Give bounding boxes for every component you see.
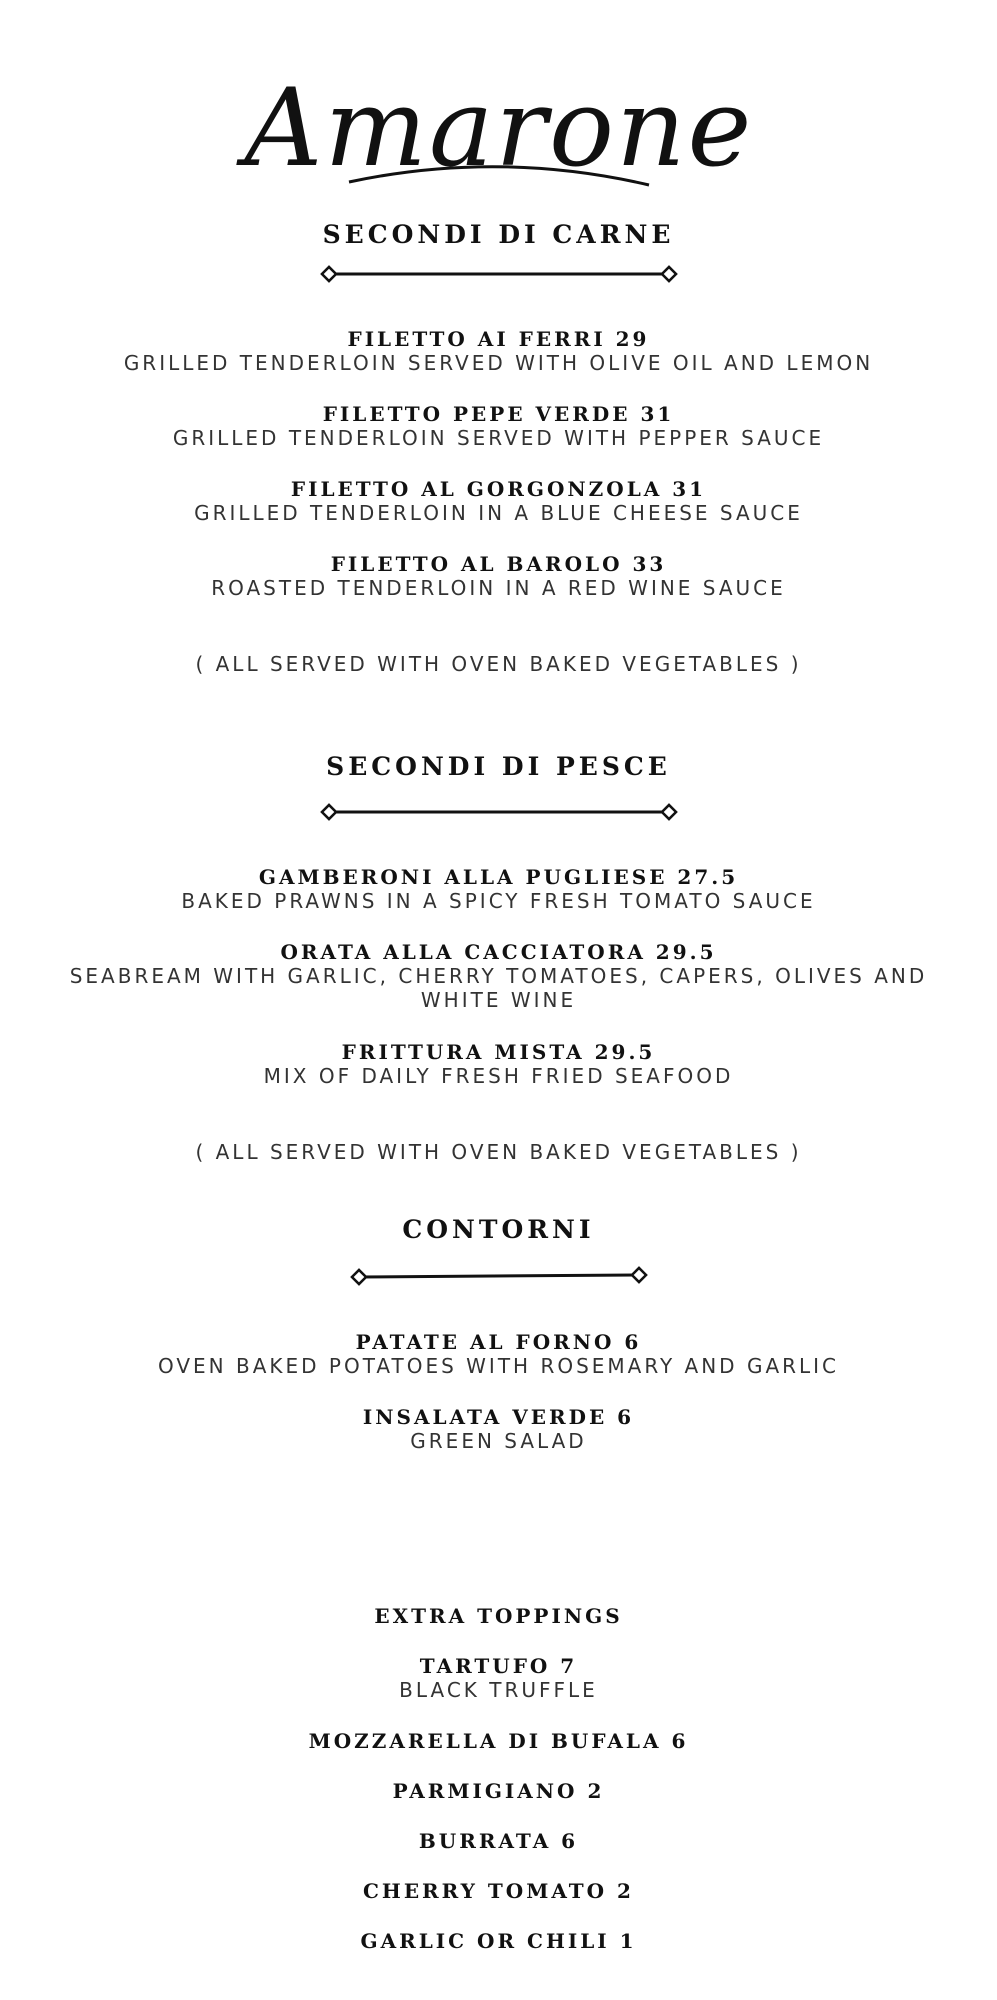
divider-pesce xyxy=(0,802,997,822)
logo xyxy=(0,60,997,200)
menu-item xyxy=(0,1405,997,1453)
extra-name: TARTUFO 7 xyxy=(419,1654,578,1678)
extra-item xyxy=(0,1654,997,1702)
item-name: GAMBERONI ALLA PUGLIESE 27.5 xyxy=(258,865,739,889)
item-name: PATATE AL FORNO 6 xyxy=(355,1330,642,1354)
extra-item: GARLIC OR CHILI 1 xyxy=(360,1929,637,1953)
item-description: SEABREAM WITH GARLIC, CHERRY TOMATOES, CAPERS, OLIVES AND xyxy=(69,964,928,988)
divider-carne xyxy=(0,264,997,284)
item-description: MIX OF DAILY FRESH FRIED SEAFOOD xyxy=(263,1064,734,1088)
menu-item xyxy=(0,865,997,913)
item-description: GREEN SALAD xyxy=(410,1429,587,1453)
section-title-contorni: CONTORNI xyxy=(402,1215,595,1244)
item-name: FILETTO AL BAROLO 33 xyxy=(330,552,667,576)
item-description: BAKED PRAWNS IN A SPICY FRESH TOMATO SAUCE xyxy=(181,889,816,913)
divider-contorni xyxy=(0,1266,997,1286)
item-name: FILETTO AI FERRI 29 xyxy=(347,327,650,351)
extra-item: MOZZARELLA DI BUFALA 6 xyxy=(308,1729,689,1753)
section-title-pesce: SECONDI DI PESCE xyxy=(326,752,671,781)
item-name: FILETTO AL GORGONZOLA 31 xyxy=(290,477,707,501)
menu-item xyxy=(0,1330,997,1378)
item-description: OVEN BAKED POTATOES WITH ROSEMARY AND GARLIC xyxy=(157,1354,840,1378)
item-description: GRILLED TENDERLOIN SERVED WITH PEPPER SAUCE xyxy=(172,426,825,450)
section-title-carne: SECONDI DI CARNE xyxy=(322,220,675,249)
section-note: ( ALL SERVED WITH OVEN BAKED VEGETABLES ) xyxy=(195,1140,802,1164)
item-description-line2: WHITE WINE xyxy=(420,988,577,1012)
extra-item: BURRATA 6 xyxy=(418,1829,579,1853)
item-name: INSALATA VERDE 6 xyxy=(362,1405,635,1429)
item-description: GRILLED TENDERLOIN IN A BLUE CHEESE SAUCE xyxy=(194,501,803,525)
menu-item xyxy=(0,940,997,1012)
item-description: GRILLED TENDERLOIN SERVED WITH OLIVE OIL AND LEMON xyxy=(123,351,874,375)
extra-item: CHERRY TOMATO 2 xyxy=(363,1879,634,1903)
extra-description: BLACK TRUFFLE xyxy=(399,1678,598,1702)
extra-item: PARMIGIANO 2 xyxy=(392,1779,605,1803)
item-name: FILETTO PEPE VERDE 31 xyxy=(322,402,675,426)
item-description: ROASTED TENDERLOIN IN A RED WINE SAUCE xyxy=(211,576,786,600)
logo-text: Amarone xyxy=(244,66,753,191)
menu-item xyxy=(0,327,997,375)
menu-item xyxy=(0,1040,997,1088)
logo-mark xyxy=(244,60,753,200)
item-name: ORATA ALLA CACCIATORA 29.5 xyxy=(280,940,717,964)
menu-item xyxy=(0,402,997,450)
menu-item xyxy=(0,552,997,600)
section-note: ( ALL SERVED WITH OVEN BAKED VEGETABLES ) xyxy=(195,652,802,676)
menu-item xyxy=(0,477,997,525)
extras-title: EXTRA TOPPINGS xyxy=(374,1604,623,1628)
item-name: FRITTURA MISTA 29.5 xyxy=(341,1040,656,1064)
